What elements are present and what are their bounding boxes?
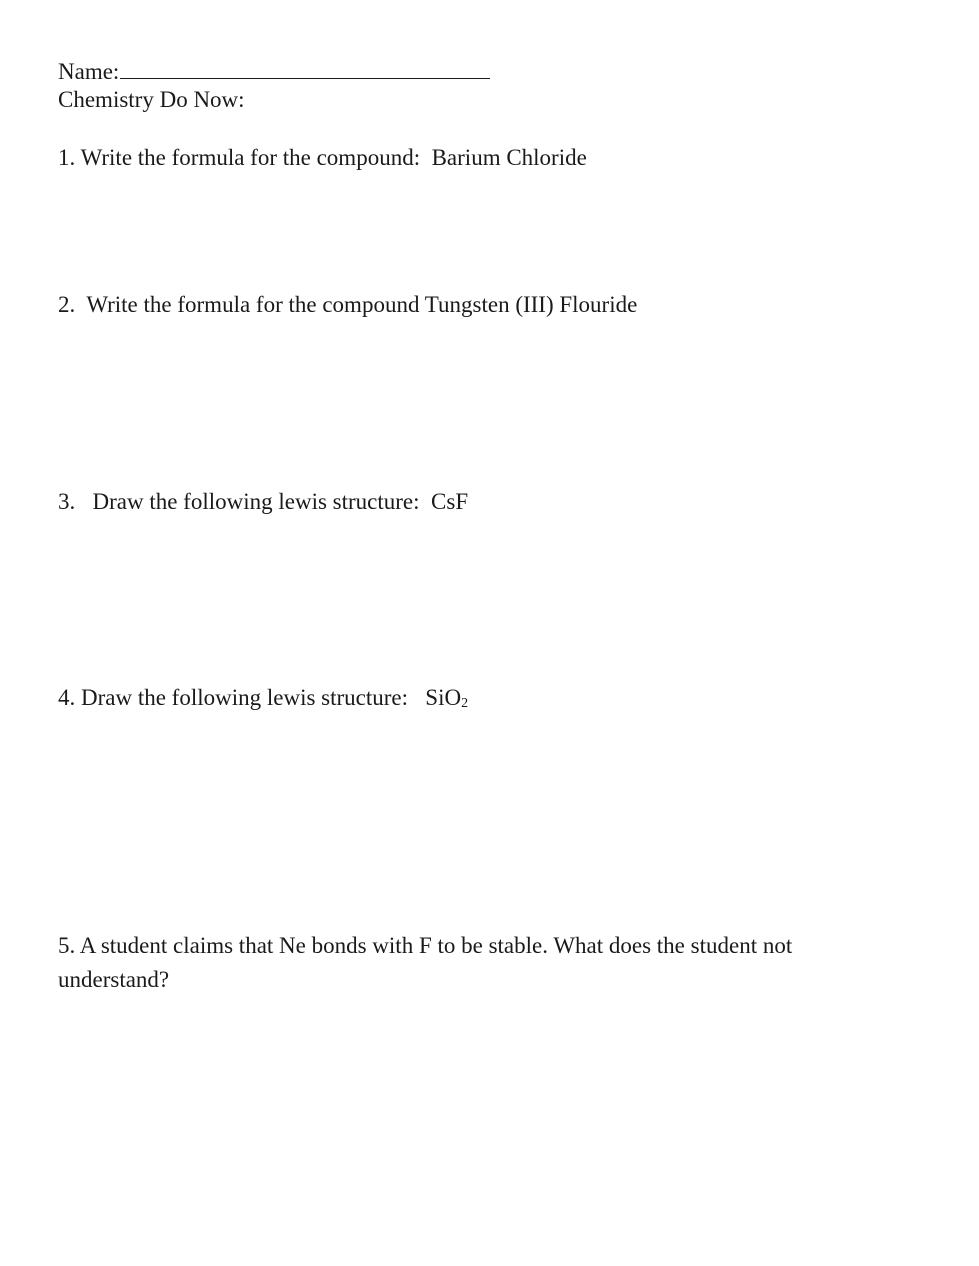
question-4-subscript: 2 <box>461 696 469 711</box>
question-1-text: Write the formula for the compound: Barium Chloride <box>80 145 587 170</box>
name-field-row <box>58 58 490 86</box>
question-5-number: 5. <box>58 933 76 958</box>
page-title: Chemistry Do Now: <box>58 87 245 112</box>
question-5 <box>58 929 888 997</box>
question-3 <box>58 488 468 516</box>
question-1 <box>58 144 587 172</box>
question-3-text: Draw the following lewis structure: CsF <box>81 489 469 514</box>
question-4-number: 4. <box>58 685 76 710</box>
question-2-text: Write the formula for the compound Tungsten (III) Flouride <box>81 292 638 317</box>
question-2 <box>58 291 637 319</box>
name-label: Name: <box>58 59 120 84</box>
question-3-number: 3. <box>58 489 76 514</box>
question-4 <box>58 684 468 712</box>
question-2-number: 2. <box>58 292 76 317</box>
question-5-text: A student claims that Ne bonds with F to be stable. What does the student not understand? <box>58 933 793 992</box>
name-blank-line[interactable] <box>120 58 490 79</box>
question-4-text: Draw the following lewis structure: SiO <box>81 685 462 710</box>
question-1-number: 1. <box>58 145 76 170</box>
